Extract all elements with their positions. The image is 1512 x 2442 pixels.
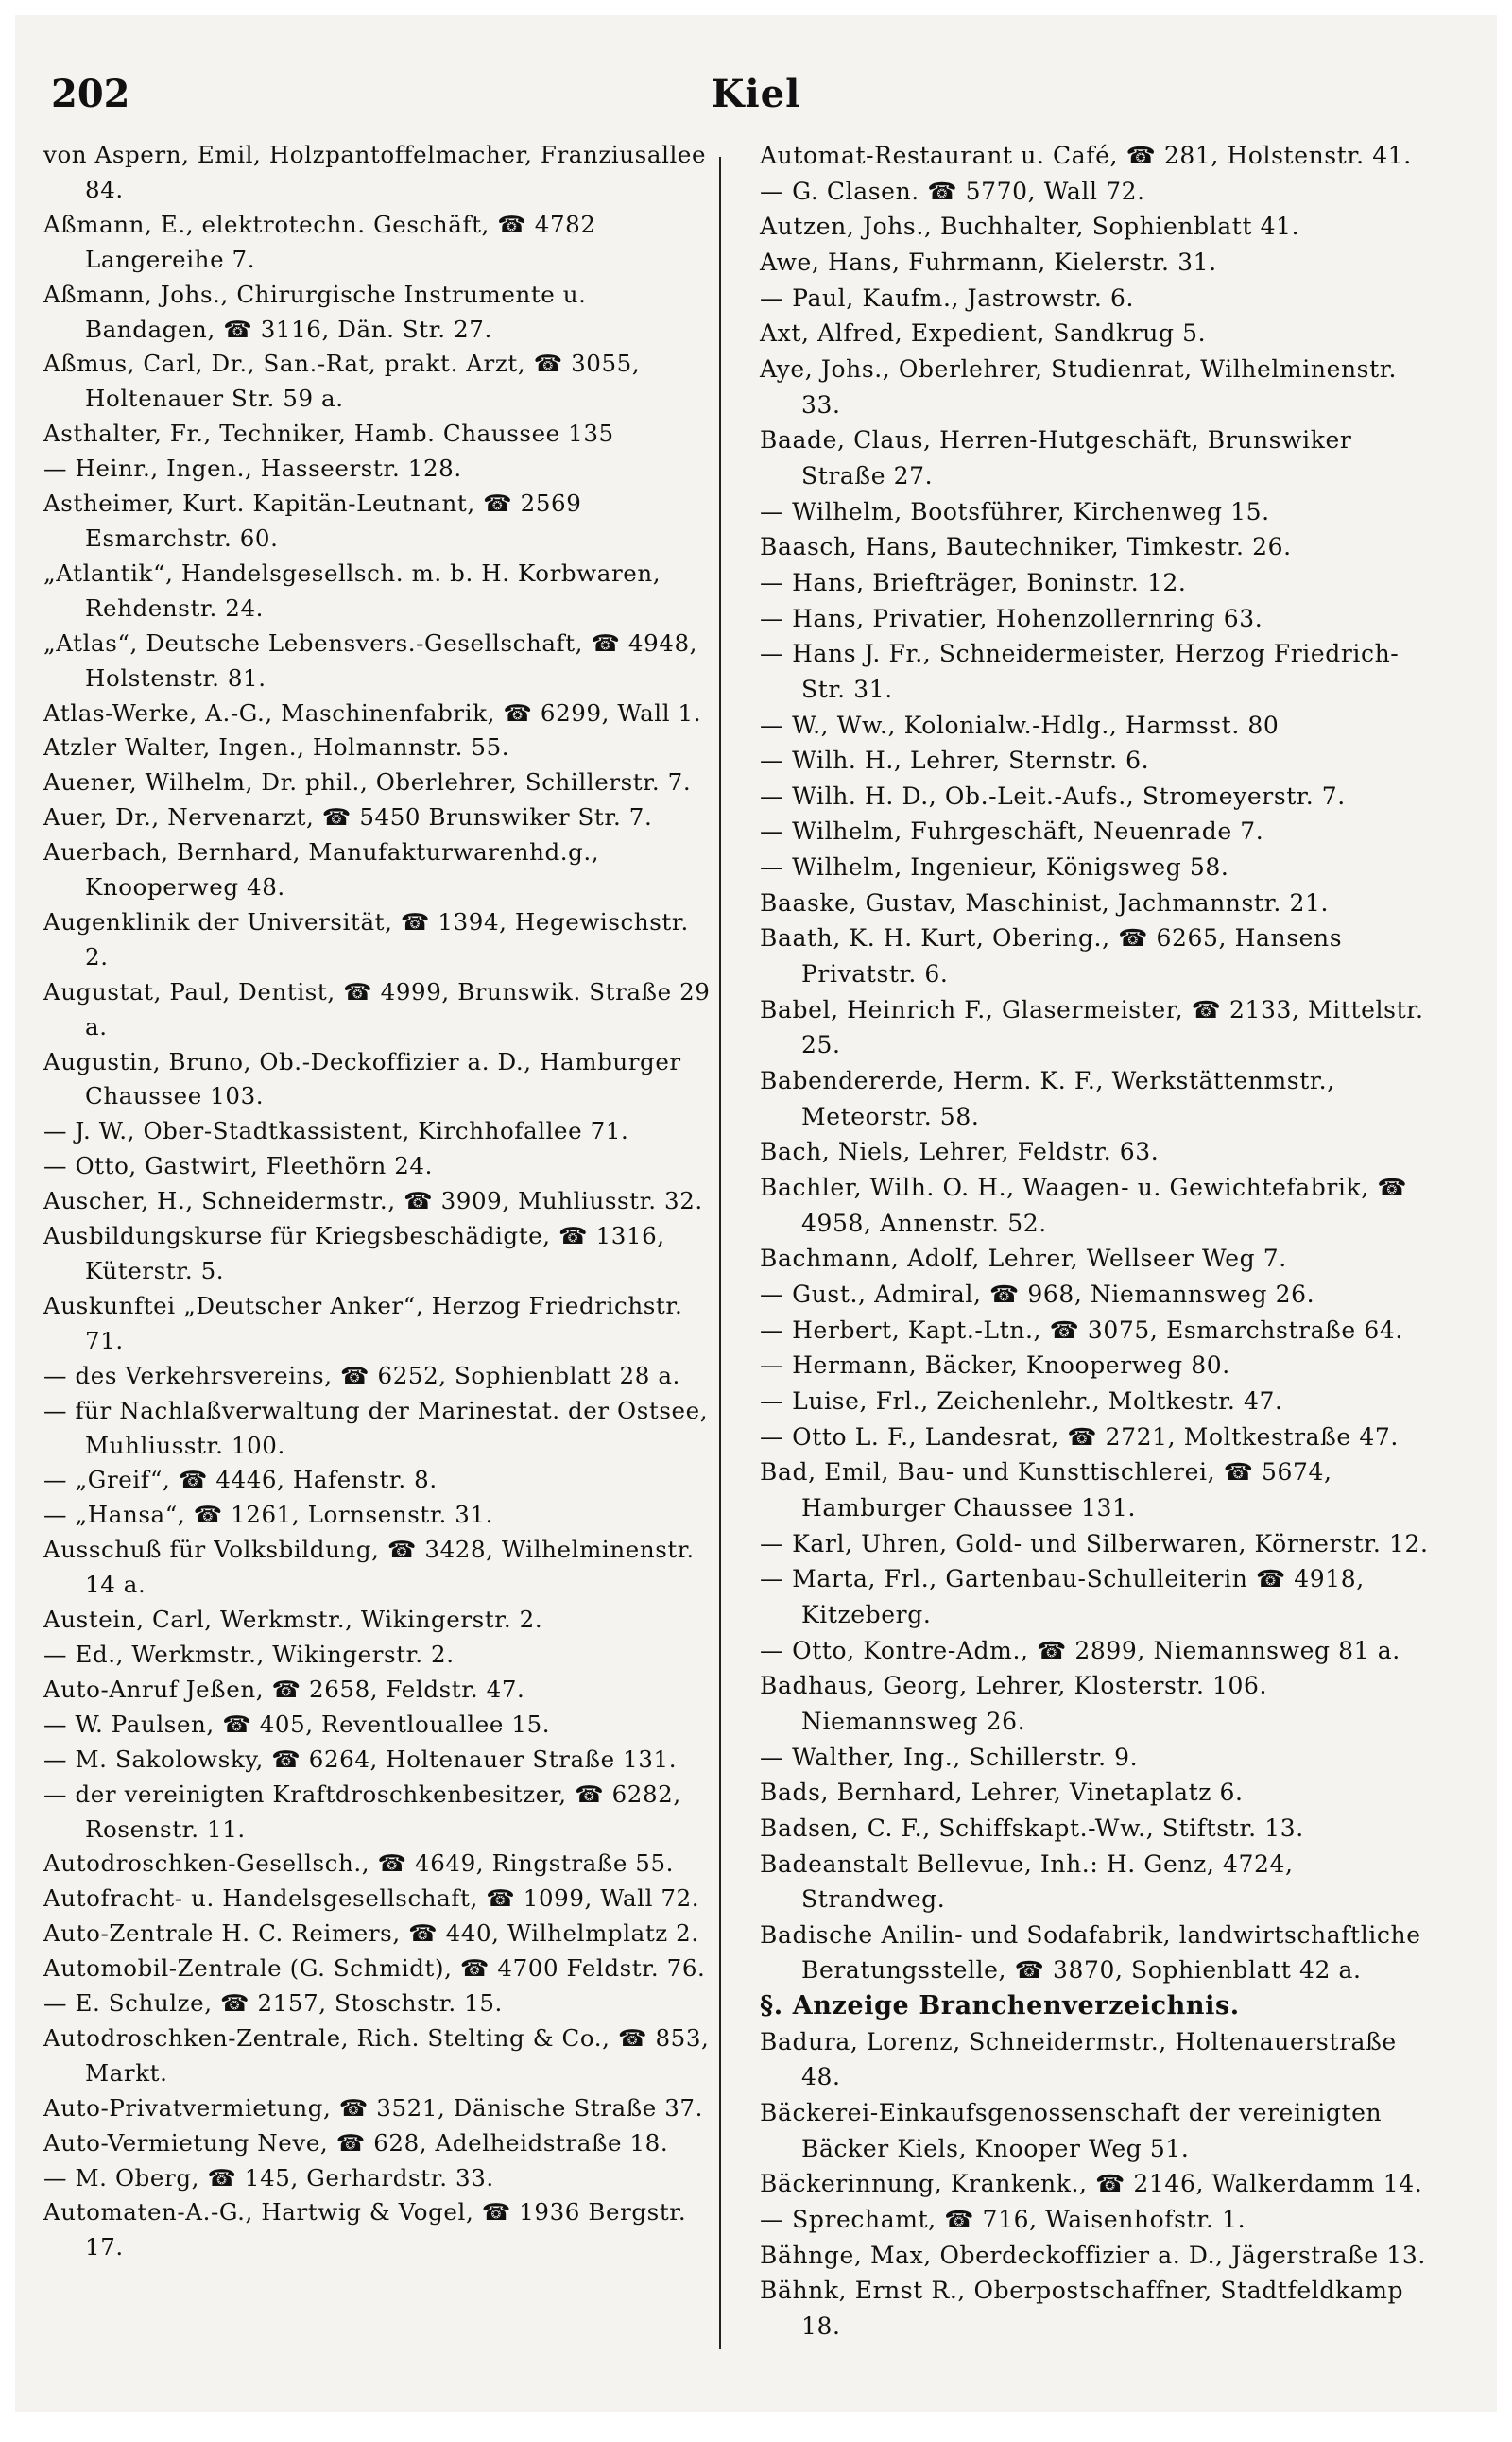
directory-entry: Bachmann, Adolf, Lehrer, Wellseer Weg 7.: [760, 1245, 1287, 1273]
directory-entry: Bad, Emil, Bau- und Kunsttischlerei, ☎ 5674, Hamburger Chaussee 131.: [760, 1458, 1332, 1522]
directory-entry: — Wilhelm, Fuhrgeschäft, Neuenrade 7.: [760, 817, 1264, 846]
directory-entry: Autofracht- u. Handelsgesellschaft, ☎ 1099, Wall 72.: [43, 1884, 700, 1913]
directory-entry: Atzler Walter, Ingen., Holmannstr. 55.: [43, 733, 510, 762]
directory-entry: Auscher, H., Schneidermstr., ☎ 3909, Muhliusstr. 32.: [43, 1187, 703, 1215]
directory-entry: Babel, Heinrich F., Glasermeister, ☎ 2133, Mittelstr. 25.: [760, 995, 1424, 1059]
directory-entry: Auto-Zentrale H. C. Reimers, ☎ 440, Wilhelmplatz 2.: [43, 1919, 699, 1948]
directory-entry: — Hans, Privatier, Hohenzollernring 63.: [760, 604, 1263, 632]
directory-entry: — Walther, Ing., Schillerstr. 9.: [760, 1743, 1139, 1771]
directory-entry: — G. Clasen. ☎ 5770, Wall 72.: [760, 177, 1145, 205]
directory-entry: — Karl, Uhren, Gold- und Silberwaren, Körnerstr. 12.: [760, 1529, 1429, 1557]
directory-entry: Auto-Privatvermietung, ☎ 3521, Dänische Straße 37.: [43, 2093, 703, 2122]
directory-entry: — Gust., Admiral, ☎ 968, Niemannsweg 26.: [760, 1281, 1315, 1308]
directory-entry: Bach, Niels, Lehrer, Feldstr. 63.: [760, 1138, 1160, 1166]
directory-entry: — M. Oberg, ☎ 145, Gerhardstr. 33.: [43, 2163, 494, 2192]
directory-entry: „Atlantik“, Handelsgesellsch. m. b. H. Korbwaren, Rehdenstr. 24.: [43, 559, 662, 622]
directory-entry: Augenklinik der Universität, ☎ 1394, Hegewischstr. 2.: [43, 907, 689, 971]
directory-entry: — Herbert, Kapt.-Ltn., ☎ 3075, Esmarchstraße 64.: [760, 1316, 1403, 1344]
directory-entry: Aßmus, Carl, Dr., San.-Rat, prakt. Arzt, ☎ 3055, Holtenauer Str. 59 a.: [43, 350, 641, 413]
directory-entry: — W. Paulsen, ☎ 405, Reventlouallee 15.: [43, 1710, 551, 1738]
directory-entry: Bäckerei-Einkaufsgenossenschaft der vereinigten Bäcker Kiels, Knooper Weg 51.: [760, 2099, 1383, 2162]
directory-entry: Bähnge, Max, Oberdeckoffizier a. D., Jägerstraße 13.: [760, 2241, 1426, 2269]
directory-entry: — „Greif“, ☎ 4446, Hafenstr. 8.: [43, 1466, 438, 1494]
directory-entry: Babendererde, Herm. K. F., Werkstättenmstr., Meteorstr. 58.: [760, 1067, 1335, 1130]
directory-entry: Automobil-Zentrale (G. Schmidt), ☎ 4700 Feldstr. 76.: [43, 1954, 706, 1983]
directory-entry: Awe, Hans, Fuhrmann, Kielerstr. 31.: [760, 248, 1217, 276]
directory-page: [15, 15, 1497, 2412]
directory-entry: Auerbach, Bernhard, Manufakturwarenhd.g., Knooperweg 48.: [43, 838, 600, 902]
directory-entry: Autzen, Johs., Buchhalter, Sophienblatt 41.: [760, 213, 1300, 241]
directory-entry: Badeanstalt Bellevue, Inh.: H. Genz, 4724, Strandweg.: [760, 1849, 1294, 1914]
directory-entry: — J. W., Ober-Stadtkassistent, Kirchhofallee 71.: [43, 1117, 629, 1145]
directory-entry: — W., Ww., Kolonialw.-Hdlg., Harmsst. 80: [760, 711, 1280, 739]
directory-entry: Badsen, C. F., Schiffskapt.-Ww., Stiftstr. 13.: [760, 1814, 1304, 1842]
directory-entry: Ausbildungskurse für Kriegsbeschädigte, ☎ 1316, Küterstr. 5.: [43, 1222, 665, 1284]
directory-entry: Badura, Lorenz, Schneidermstr., Holtenauerstraße 48.: [760, 2027, 1397, 2091]
directory-entry: Bähnk, Ernst R., Oberpostschaffner, Stadtfeldkamp 18.: [760, 2277, 1404, 2341]
directory-entry: von Aspern, Emil, Holzpantoffelmacher, Franziusallee 84.: [43, 141, 707, 203]
directory-entry: Bads, Bernhard, Lehrer, Vinetaplatz 6.: [760, 1779, 1244, 1807]
directory-entry: Auskunftei „Deutscher Anker“, Herzog Friedrichstr. 71.: [43, 1291, 683, 1354]
section-heading: §. Anzeige Branchenverzeichnis.: [760, 1991, 1240, 2021]
directory-entry: — Marta, Frl., Gartenbau-Schulleiterin ☎ 4918, Kitzeberg.: [760, 1565, 1365, 1628]
directory-entry: — Hans J. Fr., Schneidermeister, Herzog Friedrich-Str. 31.: [760, 640, 1400, 703]
directory-entry: Aßmann, E., elektrotechn. Geschäft, ☎ 4782 Langereihe 7.: [43, 210, 596, 273]
column-divider: [719, 157, 721, 2349]
directory-entry: Asthalter, Fr., Techniker, Hamb. Chaussee 135: [43, 420, 614, 448]
directory-entry: Badische Anilin- und Sodafabrik, landwirtschaftliche Beratungsstelle, ☎ 3870, Sophienblatt 42 a.: [760, 1920, 1421, 1985]
directory-entry: Augustat, Paul, Dentist, ☎ 4999, Brunswik. Straße 29 a.: [43, 977, 711, 1040]
directory-entry: — Wilhelm, Bootsführer, Kirchenweg 15.: [760, 497, 1270, 525]
directory-entry: Automaten-A.-G., Hartwig & Vogel, ☎ 1936 Bergstr. 17.: [43, 2198, 687, 2261]
directory-entry: Baath, K. H. Kurt, Obering., ☎ 6265, Hansens Privatstr. 6.: [760, 924, 1343, 989]
directory-entry: — Wilhelm, Ingenieur, Königsweg 58.: [760, 853, 1229, 882]
directory-entry: Augustin, Bruno, Ob.-Deckoffizier a. D., Hamburger Chaussee 103.: [43, 1047, 681, 1110]
directory-entry: — Ed., Werkmstr., Wikingerstr. 2.: [43, 1640, 455, 1668]
directory-entry: — Luise, Frl., Zeichenlehr., Moltkestr. 47.: [760, 1386, 1283, 1415]
directory-entry: Astheimer, Kurt. Kapitän-Leutnant, ☎ 2569 Esmarchstr. 60.: [43, 490, 582, 552]
directory-entry: Auto-Anruf Jeßen, ☎ 2658, Feldstr. 47.: [43, 1675, 525, 1703]
directory-entry: Ausschuß für Volksbildung, ☎ 3428, Wilhelminenstr. 14 a.: [43, 1536, 695, 1599]
directory-entry: „Atlas“, Deutsche Lebensvers.-Gesellschaft, ☎ 4948, Holstenstr. 81.: [43, 628, 698, 692]
right-column: [760, 138, 1431, 2345]
directory-entry: Bäckerinnung, Krankenk., ☎ 2146, Walkerdamm 14.: [760, 2170, 1423, 2198]
directory-entry: — Wilh. H., Lehrer, Sternstr. 6.: [760, 747, 1150, 775]
directory-entry: Badhaus, Georg, Lehrer, Klosterstr. 106. Niemannsweg 26.: [760, 1672, 1268, 1735]
directory-entry: Baaske, Gustav, Maschinist, Jachmannstr. 21.: [760, 888, 1330, 917]
directory-entry: Auto-Vermietung Neve, ☎ 628, Adelheidstraße 18.: [43, 2128, 669, 2157]
left-column: [43, 138, 714, 2265]
running-title: Kiel: [711, 72, 801, 116]
directory-entry: Austein, Carl, Werkmstr., Wikingerstr. 2.: [43, 1606, 543, 1634]
directory-entry: Auer, Dr., Nervenarzt, ☎ 5450 Brunswiker Str. 7.: [43, 803, 653, 832]
directory-entry: — Otto L. F., Landesrat, ☎ 2721, Moltkestraße 47.: [760, 1422, 1399, 1451]
directory-entry: — Heinr., Ingen., Hasseerstr. 128.: [43, 455, 462, 483]
directory-entry: — Hans, Briefträger, Boninstr. 12.: [760, 568, 1187, 596]
directory-entry: — der vereinigten Kraftdroschkenbesitzer, ☎ 6282, Rosenstr. 11.: [43, 1780, 681, 1843]
directory-entry: Automat-Restaurant u. Café, ☎ 281, Holstenstr. 41.: [760, 142, 1412, 169]
directory-entry: — Otto, Gastwirt, Fleethörn 24.: [43, 1152, 433, 1180]
directory-entry: — Hermann, Bäcker, Knooperweg 80.: [760, 1351, 1230, 1380]
directory-entry: Axt, Alfred, Expedient, Sandkrug 5.: [760, 319, 1207, 348]
page-header: [15, 72, 1497, 129]
directory-entry: — Sprechamt, ☎ 716, Waisenhofstr. 1.: [760, 2206, 1246, 2234]
directory-entry: — Otto, Kontre-Adm., ☎ 2899, Niemannsweg 81 a.: [760, 1636, 1400, 1664]
page-number: 202: [51, 72, 130, 116]
directory-entry: Bachler, Wilh. O. H., Waagen- u. Gewichtefabrik, ☎ 4958, Annenstr. 52.: [760, 1174, 1408, 1237]
directory-entry: — für Nachlaßverwaltung der Marinestat. der Ostsee, Muhliusstr. 100.: [43, 1396, 709, 1459]
directory-entry: — „Hansa“, ☎ 1261, Lornsenstr. 31.: [43, 1501, 493, 1529]
directory-entry: Aßmann, Johs., Chirurgische Instrumente u. Bandagen, ☎ 3116, Dän. Str. 27.: [43, 280, 587, 343]
directory-entry: — Paul, Kaufm., Jastrowstr. 6.: [760, 284, 1135, 312]
directory-entry: Autodroschken-Gesellsch., ☎ 4649, Ringstraße 55.: [43, 1849, 675, 1878]
directory-entry: — des Verkehrsvereins, ☎ 6252, Sophienblatt 28 a.: [43, 1361, 680, 1389]
directory-entry: Auener, Wilhelm, Dr. phil., Oberlehrer, Schillerstr. 7.: [43, 768, 692, 797]
directory-entry: — E. Schulze, ☎ 2157, Stoschstr. 15.: [43, 1989, 503, 2018]
directory-entry: — Wilh. H. D., Ob.-Leit.-Aufs., Stromeyerstr. 7.: [760, 782, 1346, 810]
directory-entry: Baasch, Hans, Bautechniker, Timkestr. 26.: [760, 533, 1292, 561]
directory-entry: Atlas-Werke, A.-G., Maschinenfabrik, ☎ 6299, Wall 1.: [43, 698, 702, 727]
directory-entry: Autodroschken-Zentrale, Rich. Stelting & Co., ☎ 853, Markt.: [43, 2023, 710, 2087]
directory-entry: Baade, Claus, Herren-Hutgeschäft, Brunswiker Straße 27.: [760, 426, 1352, 490]
directory-entry: — M. Sakolowsky, ☎ 6264, Holtenauer Straße 131.: [43, 1745, 678, 1773]
directory-entry: Aye, Johs., Oberlehrer, Studienrat, Wilhelminenstr. 33.: [760, 354, 1398, 419]
